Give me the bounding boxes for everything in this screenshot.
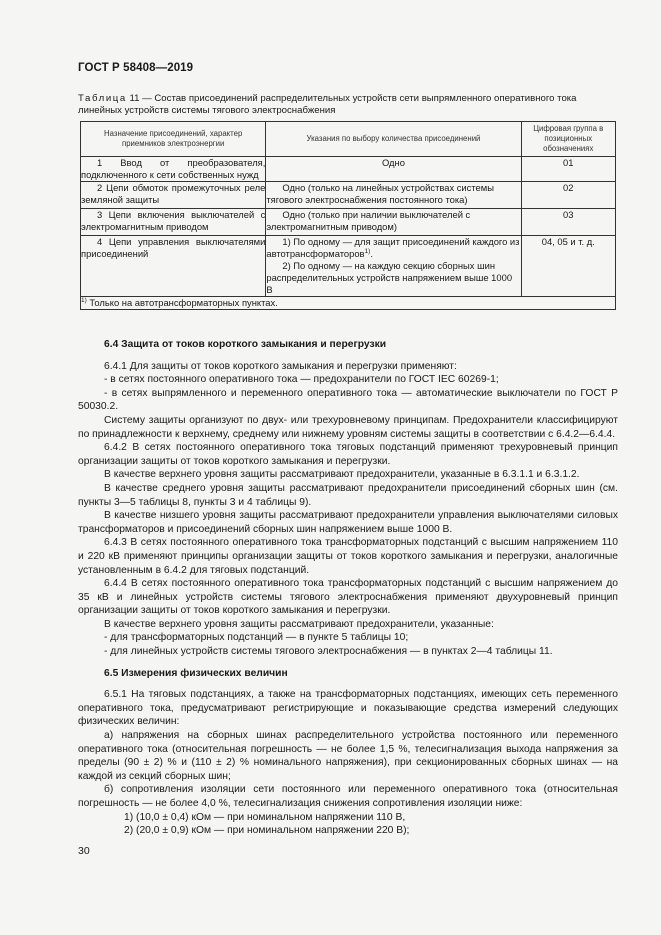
table-footnote-row bbox=[81, 297, 616, 310]
table-cell: 2 Цепи обмоток промежуточных реле земляной защиты bbox=[81, 182, 266, 209]
list-item: - в сетях выпрямленного и переменного оперативного тока — автоматические выключатели по ГОСТ Р 50030.2. bbox=[78, 387, 618, 413]
paragraph: 6.5.1 На тяговых подстанциях, а также на трансформаторных подстанциях, имеющих сеть переменного оперативного тока, предусматривают регистрирующие и показывающие средства измерений следующих физических величин: bbox=[78, 689, 618, 728]
table-cell: 1) По одному — для защит присоединений каждого из автотрансформаторов$^{1)}$. 2) По одному — на каждую секцию сборных шин распределительных устройств напряжением выше 1000 В bbox=[266, 236, 520, 295]
table-header-cell: Указания по выбору количества присоединений bbox=[266, 122, 521, 157]
table-footnote: $^{1)}$ Только на автотрансформаторных пунктах. bbox=[81, 297, 616, 310]
page-number: 30 bbox=[78, 845, 90, 857]
paragraph: В качестве верхнего уровня защиты рассматривают предохранители, указанные: bbox=[104, 618, 494, 630]
table-cell: Одно (только при наличии выключателей с электромагнитным приводом) bbox=[266, 209, 521, 236]
paragraph: В качестве низшего уровня защиты рассматривают предохранители управления выключателями силовых трансформаторов и присоединений сборных шин напряжением выше 1000 В. bbox=[78, 510, 618, 535]
list-item: - в сетях постоянного оперативного тока — предохранители по ГОСТ IEC 60269-1; bbox=[104, 374, 499, 386]
list-item: б) сопротивления изоляции сети постоянного или переменного оперативного тока (относительная погрешность — не более 4,0 %, телесигнализация снижения сопротивления изоляции ниже: bbox=[78, 784, 618, 809]
list-item: - для трансформаторных подстанций — в пункте 5 таблицы 10; bbox=[104, 632, 409, 644]
paragraph: 6.4.3 В сетях постоянного оперативного тока трансформаторных подстанций с высшим напряжением 110 и 220 кВ применяют принципы организации защиты от токов короткого замыкания и перегрузки, аналогичные установленным в 6.4.2 для тяговых подстанций. bbox=[78, 537, 618, 576]
paragraph: Систему защиты организуют по двух- или трехуровневому принципам. Предохранители классифицируют по принадлежности к верхнему, среднему или нижнему уровням системы защиты в соответствии с 6.4.2—6.4.4. bbox=[78, 414, 618, 440]
paragraph: В качестве верхнего уровня защиты рассматривают предохранители, указанные в 6.3.1.1 и 6.3.1.2. bbox=[104, 469, 580, 481]
table-caption-text: 11 — Состав присоединений распределительных устройств сети выпрямленного оперативного тока линейных устройств системы тягового электроснабжения bbox=[78, 93, 577, 116]
table-header-cell: Цифровая группа в позиционных обозначениях bbox=[521, 122, 615, 157]
sub-list-item: 2) (20,0 ± 0,9) кОм — при номинальном напряжении 220 В); bbox=[124, 825, 410, 837]
table-cell: 04, 05 и т. д. bbox=[521, 236, 615, 297]
table-header-cell: Назначение присоединений, характер приемников электроэнергии bbox=[81, 122, 266, 157]
table-row bbox=[81, 236, 616, 297]
table-cell: 01 bbox=[521, 157, 615, 182]
table-cell: 4 Цепи управления выключателями присоединений bbox=[81, 236, 266, 297]
table-header-row bbox=[81, 122, 616, 157]
connections-table bbox=[80, 121, 616, 310]
table-caption-label: Таблица bbox=[78, 93, 127, 104]
table-row bbox=[81, 209, 616, 236]
section-heading: 6.5 Измерения физических величин bbox=[104, 667, 288, 679]
table-cell: Одно (только на линейных устройствах системы тягового электроснабжения постоянного тока) bbox=[266, 182, 521, 209]
list-item: - для линейных устройств системы тягового электроснабжения — в пунктах 2—4 таблицы 11. bbox=[104, 646, 553, 658]
paragraph: 6.4.4 В сетях постоянного оперативного тока трансформаторных подстанций с высшим напряжением до 35 кВ и линейных устройств системы тягового электроснабжения применяют двухуровневый принцип организации защиты от токов короткого замыкания и перегрузки. bbox=[78, 578, 618, 617]
paragraph: В качестве среднего уровня защиты рассматривают предохранители присоединений сборных шин (см. пункты 3—5 таблицы 8, пункты 3 и 4 таблицы 9). bbox=[78, 482, 618, 508]
section-heading: 6.4 Защита от токов короткого замыкания и перегрузки bbox=[104, 339, 387, 350]
table-cell: 03 bbox=[521, 209, 615, 236]
table-row bbox=[81, 182, 616, 209]
table-cell: 3 Цепи включения выключателей с электромагнитным приводом bbox=[81, 209, 266, 236]
document-body bbox=[78, 337, 618, 838]
sub-list-item: 1) (10,0 ± 0,4) кОм — при номинальном напряжении 110 В, bbox=[124, 811, 406, 823]
list-item: а) напряжения на сборных шинах распределительного устройства постоянного или переменного оперативного тока (относительная погрешность — не более 1,5 %, телесигнализация выхода напряжения за пределы (90 ± 2) % и (110 ± 2) % номинального напряжения), при секционированных сборных шинах — на каждой из секций сборных шин; bbox=[78, 730, 618, 782]
table-cell: 1 Ввод от преобразователя, подключенного к сети собственных нужд bbox=[81, 157, 266, 180]
table-caption bbox=[78, 93, 618, 117]
paragraph: 6.4.2 В сетях постоянного оперативного тока тяговых подстанций применяют трехуровневый принцип организации защиты от токов короткого замыкания и перегрузки. bbox=[78, 442, 618, 467]
table-cell: Одно bbox=[266, 157, 521, 182]
document-header: ГОСТ Р 58408—2019 bbox=[78, 62, 194, 74]
table-row bbox=[81, 157, 616, 182]
table-cell: 02 bbox=[521, 182, 615, 209]
paragraph: 6.4.1 Для защиты от токов короткого замыкания и перегрузки применяют: bbox=[104, 360, 457, 372]
